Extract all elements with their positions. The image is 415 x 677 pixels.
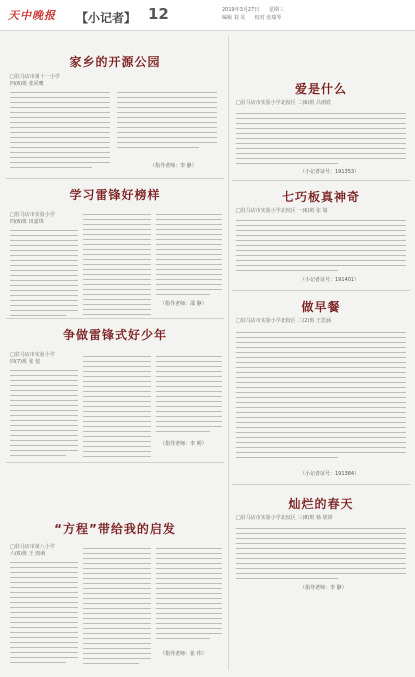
issue-weekday: 星期三 (268, 7, 284, 13)
article-byline: □驻马店市实验小学北校区 三(8)班 杨 欣妍 (236, 515, 333, 521)
article-body (156, 548, 222, 643)
article-title: “方程”带给我的启发 (54, 522, 176, 536)
article-body (236, 528, 406, 583)
article-title: 争做雷锋式好少年 (62, 328, 167, 342)
byline-school: □驻马店市第十一小学 (10, 74, 60, 80)
article-body (236, 220, 406, 275)
byline-author: 四(6)班 张同鹰 (10, 81, 44, 87)
article-body (156, 214, 222, 299)
article-byline (10, 212, 55, 226)
article-tag: （小记者证号：191401） (300, 277, 360, 283)
article-separator (232, 180, 410, 181)
article-body (10, 370, 78, 460)
byline-author: 六(6)班 王 雨萌 (10, 551, 46, 557)
article-body (83, 356, 151, 461)
byline-author: 四(6)班 田嘉琪 (10, 219, 44, 225)
article-byline (10, 544, 55, 558)
article-byline (10, 352, 55, 366)
article-body (236, 113, 406, 168)
article-body (117, 92, 217, 152)
article-separator (6, 178, 224, 179)
article-body (156, 356, 222, 436)
article-title: 爱是什么 (294, 82, 347, 96)
article-body (83, 214, 151, 319)
article-byline (10, 74, 60, 88)
article-byline: □驻马店市实验小学北校区 一(6)班 张 婧 (236, 208, 328, 214)
section-name: 【小记者】 (76, 11, 137, 25)
article-separator (232, 484, 410, 485)
article-title: 灿烂的春天 (288, 497, 354, 511)
issue-date: 2019年3月27日 (222, 7, 260, 13)
article-body (10, 92, 110, 172)
article-separator (6, 318, 224, 319)
article-tag: （小记者证号：191384） (300, 471, 360, 477)
byline-school: □驻马店市实验小学 (10, 212, 55, 218)
page-header (0, 0, 415, 31)
article-body (10, 230, 78, 320)
byline-school: □驻马店市实验小学 (10, 352, 55, 358)
article-byline: □驻马店市实验小学北校区 二(2)班 王思涵 (236, 318, 331, 324)
article-title: 家乡的开源公园 (69, 55, 161, 69)
article-tag: （指导老师：邵 静） (160, 301, 207, 307)
article-tag: （小记者证号：191353） (300, 169, 360, 175)
article-tag: （指导老师：李 静） (300, 585, 347, 591)
article-separator (6, 462, 224, 463)
article-body (10, 562, 78, 667)
article-title: 做早餐 (301, 300, 341, 314)
newspaper-logo: 天中晚报 (8, 9, 56, 22)
article-tag: （指导老师：李 明） (160, 441, 207, 447)
byline-school: □驻马店市第八小学 (10, 544, 55, 550)
article-byline: □驻马店市实验小学北校区 二(6)班 吕雨欣 (236, 100, 331, 106)
editor-credit: 编辑 刘 昊 (222, 15, 246, 21)
header-meta (222, 6, 292, 22)
article-body (83, 548, 151, 668)
article-separator (232, 290, 410, 291)
article-tag: （指导老师：张 伟） (160, 651, 207, 657)
article-title: 学习雷锋好榜样 (69, 188, 161, 202)
proof-credit: 校对 张瑞琴 (254, 15, 282, 21)
byline-author: 四(7)班 张 悦 (10, 359, 41, 365)
article-title: 七巧板真神奇 (281, 190, 360, 204)
article-body (236, 332, 406, 462)
article-tag: （指导老师：李 静） (150, 163, 197, 169)
page-number: 12 (148, 5, 169, 23)
column-divider (228, 36, 229, 670)
